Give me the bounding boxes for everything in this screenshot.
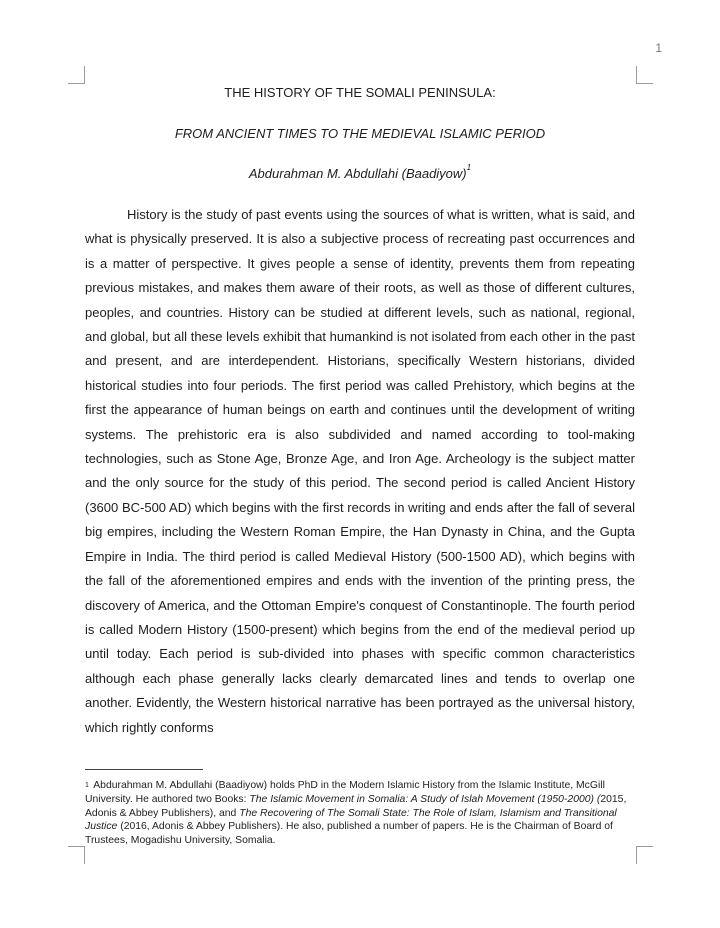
page-number: 1 bbox=[655, 41, 662, 55]
margin-corner-bottom-left bbox=[68, 846, 85, 864]
margin-corner-top-right bbox=[636, 66, 653, 84]
footnote-text-2: 2015, Adonis & Abbey Publishers), and bbox=[85, 793, 627, 819]
footnote-reference: 1 bbox=[466, 163, 472, 172]
body-paragraph: History is the study of past events using the sources of what is written, what is said, and what is physically preserved. It is also a subjective process of recreating past occurrences and is a matter of perspective. It gives people a sense of identity, prevents them from repeating previous mistakes, and makes them aware of their roots, as well as those of different cultures, peoples, and countries. History can be studied at different levels, such as national, regional, and global, but all these levels exhibit that humankind is not isolated from each other in the past and present, and are interdependent. Historians, specifically Western historians, divided historical studies into four periods. The first period was called Prehistory, which begins at the first the appearance of human beings on earth and continues until the development of writing systems. The prehistoric era is also subdivided and named according to tool-making technologies, such as Stone Age, Bronze Age, and Iron Age. Archeology is the subject matter and the only source for the study of this period. The second period is called Ancient History (3600 BC-500 AD) which begins with the first records in writing and ends after the fall of several big empires, including the Western Roman Empire, the Han Dynasty in China, and the Gupta Empire in India. The third period is called Medieval History (500-1500 AD), which begins with the fall of the aforementioned empires and ends with the invention of the printing press, the discovery of America, and the Ottoman Empire's conquest of Constantinople. The fourth period is called Modern History (1500-present) which begins from the end of the medieval period up until today. Each period is sub-divided into phases with specific common characteristics although each phase generally lacks clearly demarcated lines and tends to overlap one another. Evidently, the Western historical narrative has been portrayed as the universal history, which rightly conforms bbox=[85, 207, 635, 735]
footnote-text-1: Abdurahman M. Abdullahi (Baadiyow) holds PhD in the Modern Islamic History from the Islamic Institute, McGill University. He authored two Books: bbox=[85, 780, 605, 805]
footnote-marker: 1 bbox=[85, 782, 89, 789]
author-line bbox=[85, 163, 635, 181]
footnote-text-3: (2016, Adonis & Abbey Publishers). He also, published a number of papers. He is the Chairman of Board of Trustees, Mogadishu University, Somalia. bbox=[85, 821, 613, 847]
margin-corner-top-left bbox=[68, 66, 85, 84]
document-title: THE HISTORY OF THE SOMALI PENINSULA: bbox=[224, 85, 496, 100]
footnote-book-title-1: The Islamic Movement in Somalia: A Study of Islah Movement (1950-2000) ( bbox=[249, 793, 601, 805]
footnote-separator bbox=[85, 769, 203, 770]
footnote bbox=[85, 779, 635, 848]
footnote-book-title-2: The Recovering of The Somali State: The Role of Islam, Islamism and Transitional Justice bbox=[85, 807, 617, 833]
margin-corner-bottom-right bbox=[636, 846, 653, 864]
author-name: Abdurahman M. Abdullahi (Baadiyow) bbox=[248, 166, 467, 181]
document-subtitle: FROM ANCIENT TIMES TO THE MEDIEVAL ISLAMIC PERIOD bbox=[174, 126, 546, 141]
